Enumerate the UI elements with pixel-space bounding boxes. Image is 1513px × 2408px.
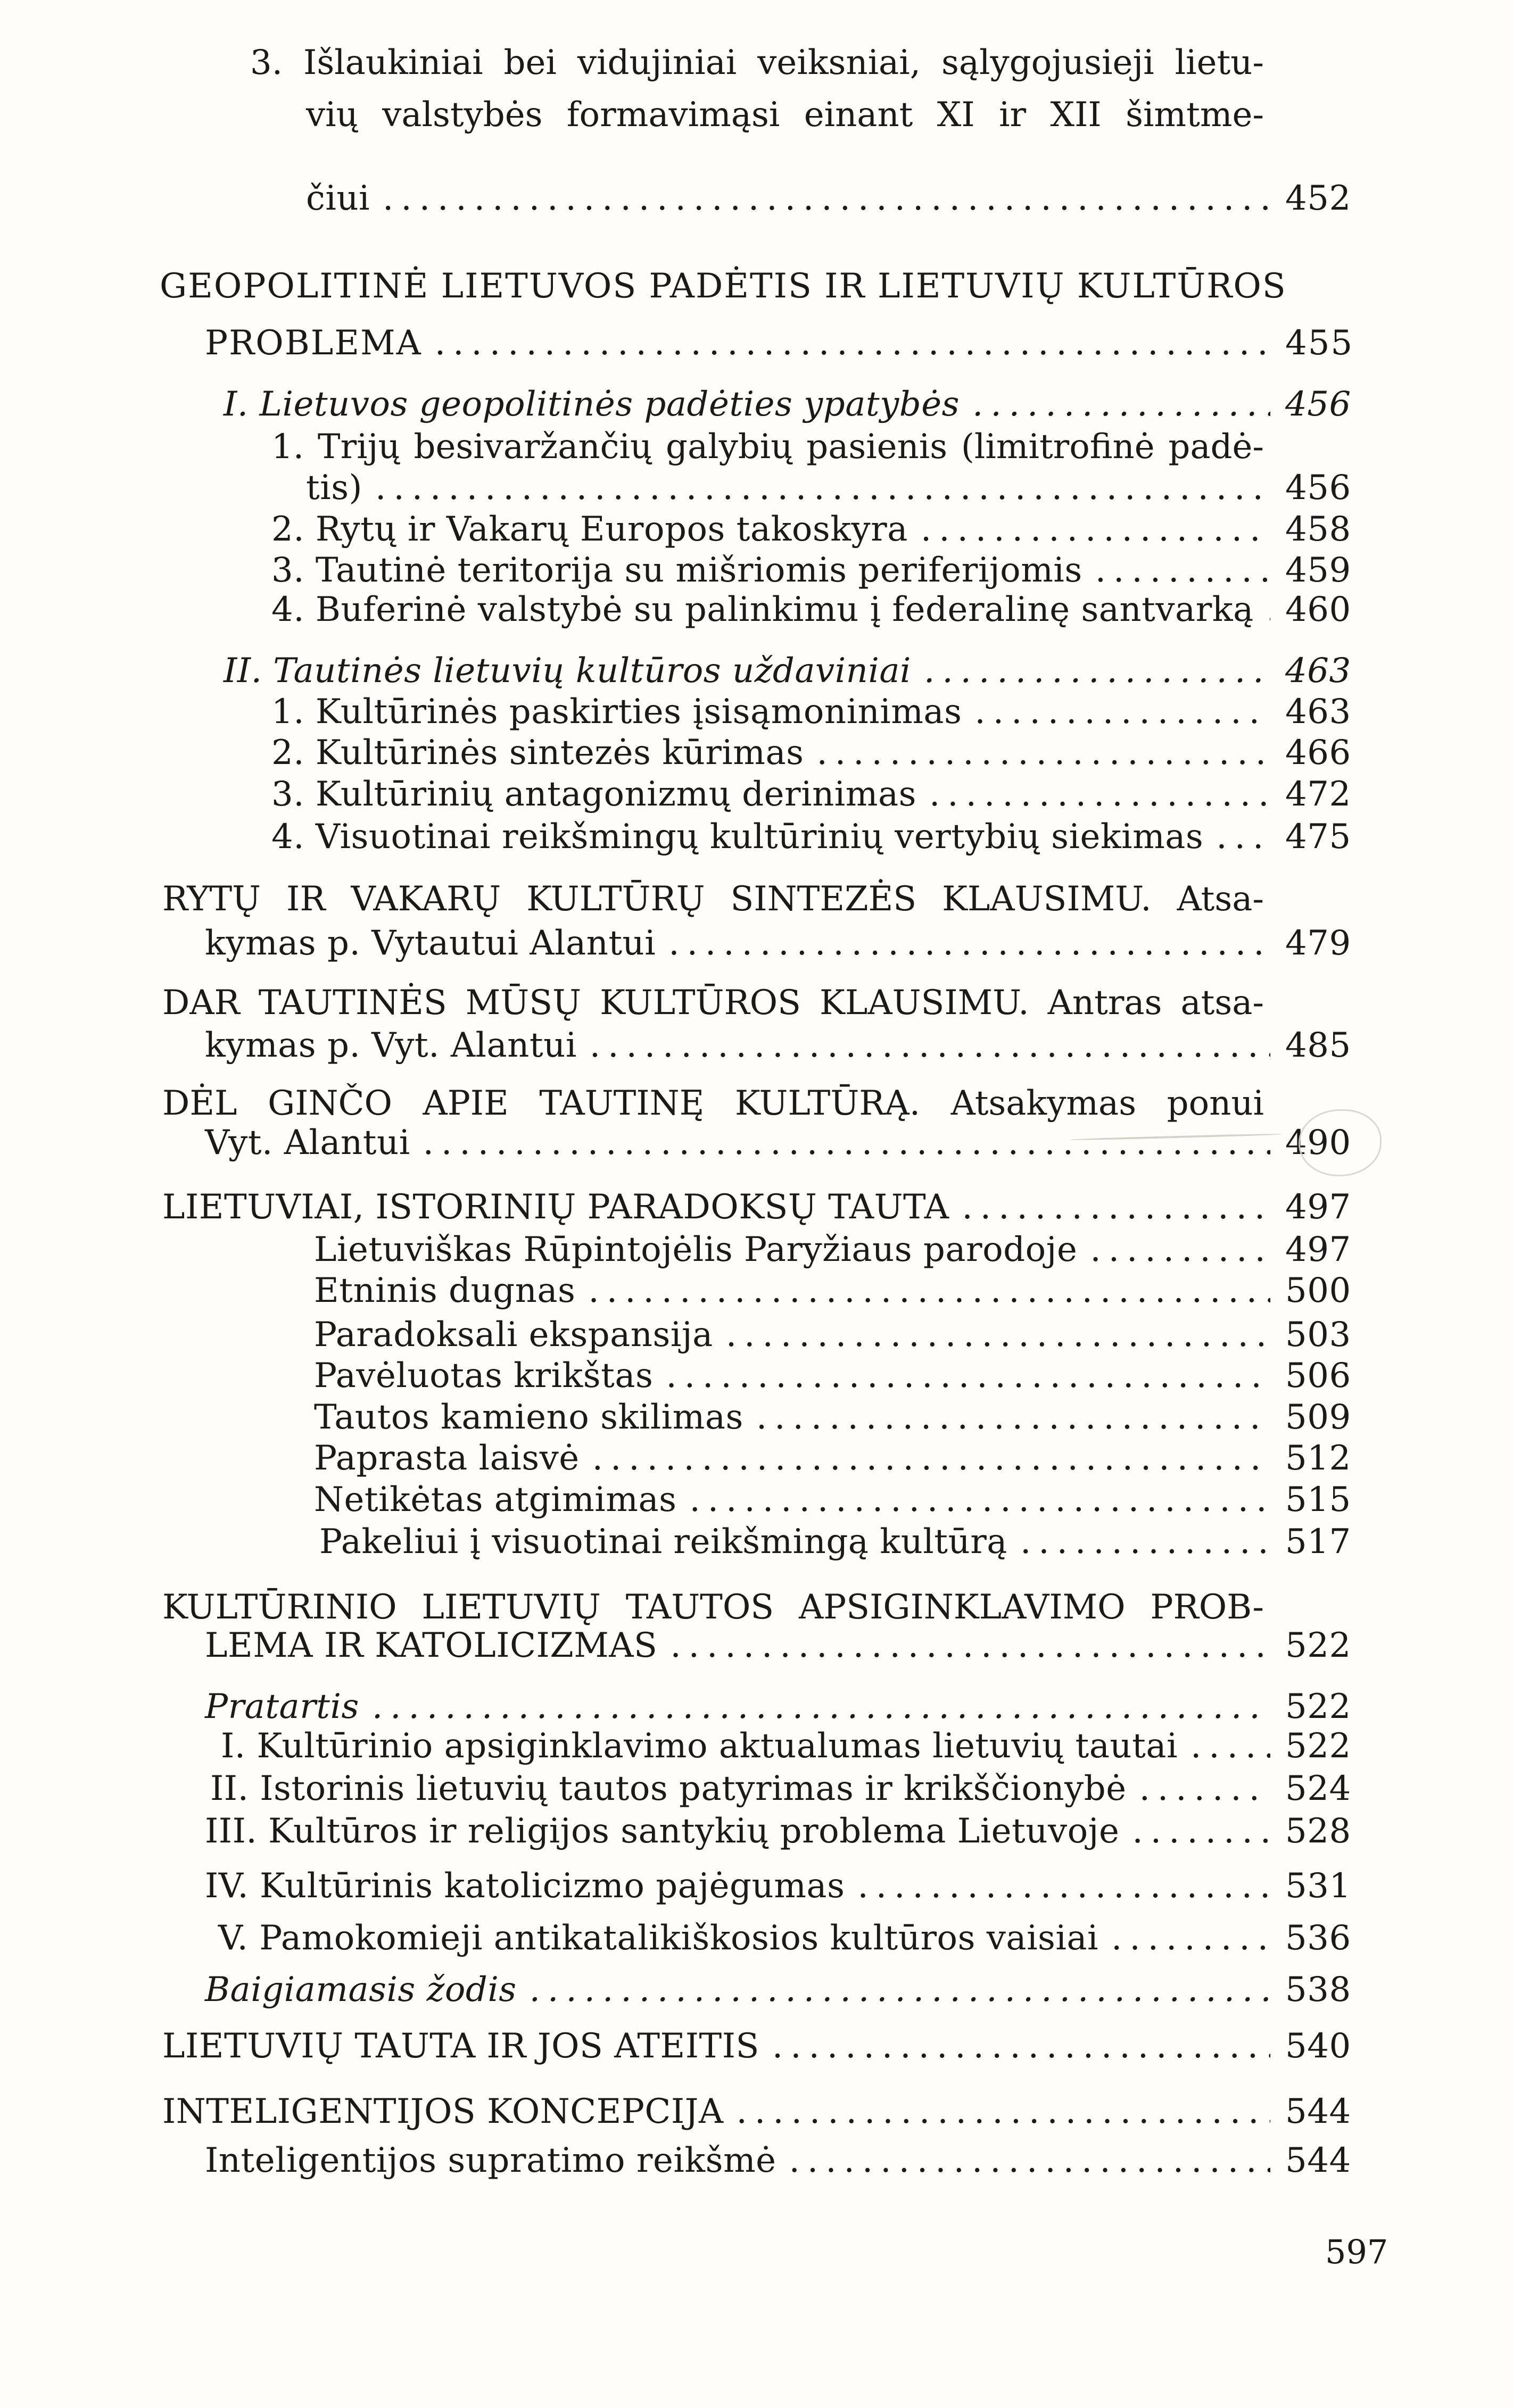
entry-text: Paprasta laisvė xyxy=(314,1439,580,1478)
toc-entry[interactable] xyxy=(306,178,1352,219)
dot-leader xyxy=(383,178,1270,219)
page-number: 503 xyxy=(1285,1315,1351,1355)
toc-entry[interactable] xyxy=(271,817,1352,857)
section-title: kymas p. Vyt. Alantui xyxy=(205,1026,577,1065)
toc-entry[interactable] xyxy=(319,1522,1352,1562)
section-title: kymas p. Vytautui Alantui xyxy=(205,924,656,963)
page-number: 479 xyxy=(1285,924,1351,963)
toc-entry[interactable] xyxy=(314,1271,1352,1311)
section-heading-line xyxy=(162,879,1264,919)
page-number: 458 xyxy=(1285,510,1351,549)
toc-entry-line xyxy=(306,95,1264,135)
entry-text: V. Pamokomieji antikatalikiškosios kultūros vaisiai xyxy=(218,1919,1098,1958)
toc-entry[interactable] xyxy=(271,550,1352,591)
page-number: 452 xyxy=(1285,179,1351,218)
dot-leader xyxy=(772,2026,1270,2066)
dot-leader xyxy=(756,1397,1270,1438)
toc-entry[interactable] xyxy=(271,692,1352,732)
toc-entry[interactable] xyxy=(314,1438,1352,1479)
page-number: 497 xyxy=(1285,1230,1351,1269)
page-number: 528 xyxy=(1285,1812,1351,1851)
entry-text: Baigiamasis žodis xyxy=(205,1970,517,2010)
page-number: 544 xyxy=(1285,2141,1351,2180)
entry-text: čiui xyxy=(306,179,370,218)
section-title: KULTŪRINIO LIETUVIŲ TAUTOS APSIGINKLAVIMO PROB- xyxy=(162,1588,1264,1627)
dot-leader xyxy=(1216,817,1270,857)
page-number: 466 xyxy=(1285,733,1351,773)
dot-leader xyxy=(921,509,1270,550)
page-number: 463 xyxy=(1285,692,1351,732)
toc-entry[interactable] xyxy=(205,1687,1352,1727)
section-heading[interactable] xyxy=(205,1123,1352,1163)
page-number: 463 xyxy=(1285,651,1351,691)
dot-leader xyxy=(375,468,1270,508)
dot-leader xyxy=(1267,589,1270,630)
dot-leader xyxy=(689,1480,1270,1520)
entry-text: Etninis dugnas xyxy=(314,1271,576,1310)
toc-entry[interactable] xyxy=(271,509,1352,550)
dot-leader xyxy=(530,1970,1270,2010)
page-number: 472 xyxy=(1285,775,1351,814)
toc-entry[interactable] xyxy=(205,1811,1352,1851)
toc-entry[interactable] xyxy=(210,1768,1352,1809)
entry-text: III. Kultūros ir religijos santykių problema Lietuvoje xyxy=(205,1812,1120,1851)
dot-leader xyxy=(857,1866,1270,1906)
toc-entry[interactable] xyxy=(271,774,1352,815)
page-number: 509 xyxy=(1285,1398,1351,1437)
page-number: 497 xyxy=(1285,1188,1351,1227)
dot-leader xyxy=(670,1625,1270,1666)
page-number: 536 xyxy=(1285,1919,1351,1958)
entry-text: Tautos kamieno skilimas xyxy=(314,1398,743,1437)
page-number: 544 xyxy=(1285,2092,1351,2131)
entry-text: 3. Išlaukiniai bei vidujiniai veiksniai, sąlygojusieji lietu- xyxy=(250,43,1264,82)
toc-entry[interactable] xyxy=(306,468,1352,508)
toc-entry[interactable] xyxy=(314,1315,1352,1355)
dot-leader xyxy=(668,923,1270,964)
toc-entry[interactable] xyxy=(271,589,1352,630)
dot-leader xyxy=(726,1315,1270,1355)
section-heading[interactable] xyxy=(162,2091,1352,2132)
entry-text: 1. Kultūrinės paskirties įsisąmoninimas xyxy=(271,692,962,732)
entry-text: I. Kultūrinio apsiginklavimo aktualumas lietuvių tautai xyxy=(221,1726,1178,1766)
entry-text: Inteligentijos supratimo reikšmė xyxy=(205,2141,776,2180)
toc-entry[interactable] xyxy=(314,1397,1352,1438)
dot-leader xyxy=(1190,1726,1270,1766)
page-number: 475 xyxy=(1285,817,1351,857)
toc-entry[interactable] xyxy=(221,1726,1352,1766)
section-title: DĖL GINČO APIE TAUTINĘ KULTŪRĄ. Atsakymas ponui xyxy=(162,1084,1264,1123)
entry-text: Paradoksali ekspansija xyxy=(314,1315,713,1355)
dot-leader xyxy=(929,774,1270,815)
section-heading[interactable] xyxy=(205,1025,1352,1066)
page-number: 517 xyxy=(1285,1522,1351,1562)
dot-leader xyxy=(423,1123,1270,1163)
pencil-circle-annotation xyxy=(1299,1109,1382,1176)
toc-entry[interactable] xyxy=(205,1866,1352,1906)
section-heading-line xyxy=(162,1587,1264,1628)
page-number: 515 xyxy=(1285,1480,1351,1519)
entry-text: 3. Tautinė teritorija su mišriomis periferijomis xyxy=(271,551,1082,590)
subsection-title: II. Tautinės lietuvių kultūros uždaviniai xyxy=(224,651,911,691)
dot-leader xyxy=(666,1356,1270,1396)
entry-text: Pavėluotas krikštas xyxy=(314,1356,654,1396)
entry-text: 2. Rytų ir Vakarų Europos takoskyra xyxy=(271,510,908,549)
dot-leader xyxy=(590,1025,1270,1066)
section-title: INTELIGENTIJOS KONCEPCIJA xyxy=(162,2092,724,2131)
entry-text: II. Istorinis lietuvių tautos patyrimas ir krikščionybė xyxy=(210,1769,1127,1808)
toc-entry-line xyxy=(250,43,1264,83)
dot-leader xyxy=(1095,550,1270,591)
dot-leader xyxy=(1090,1230,1270,1270)
dot-leader xyxy=(588,1271,1270,1311)
section-heading[interactable] xyxy=(162,2026,1352,2066)
toc-entry[interactable] xyxy=(271,733,1352,773)
section-title: LEMA IR KATOLICIZMAS xyxy=(205,1626,658,1665)
page-number: 512 xyxy=(1285,1439,1351,1478)
page-number: 459 xyxy=(1285,551,1351,590)
toc-entry[interactable] xyxy=(314,1480,1352,1520)
page-number: 531 xyxy=(1285,1866,1351,1906)
dot-leader xyxy=(1132,1811,1270,1851)
subsection-heading[interactable] xyxy=(224,384,1352,425)
toc-entry-line xyxy=(271,427,1264,467)
page-number: 490 xyxy=(1285,1123,1351,1163)
toc-entry[interactable] xyxy=(218,1918,1352,1958)
entry-text: 2. Kultūrinės sintezės kūrimas xyxy=(271,733,804,773)
section-heading[interactable] xyxy=(162,1187,1352,1227)
dot-leader xyxy=(972,384,1270,425)
toc-entry[interactable] xyxy=(314,1356,1352,1396)
entry-text: Lietuviškas Rūpintojėlis Paryžiaus parodoje xyxy=(314,1230,1078,1269)
dot-leader xyxy=(1111,1918,1270,1958)
dot-leader xyxy=(1139,1768,1270,1809)
page-number: 456 xyxy=(1285,468,1351,508)
subsection-title: I. Lietuvos geopolitinės padėties ypatybės xyxy=(224,385,960,424)
entry-text: 3. Kultūrinių antagonizmų derinimas xyxy=(271,775,916,814)
dot-leader xyxy=(962,1187,1270,1227)
entry-text: Netikėtas atgimimas xyxy=(314,1480,677,1519)
page-number: 485 xyxy=(1285,1026,1351,1065)
entry-text: vių valstybės formavimąsi einant XI ir XII šimtme- xyxy=(306,95,1264,135)
section-heading[interactable] xyxy=(205,323,1352,363)
toc-entry[interactable] xyxy=(314,1230,1352,1270)
page-number: 522 xyxy=(1285,1687,1351,1726)
dot-leader xyxy=(974,692,1270,732)
dot-leader xyxy=(816,733,1270,773)
entry-text: tis) xyxy=(306,468,362,508)
page-number: 522 xyxy=(1285,1726,1351,1766)
section-heading-line xyxy=(162,1083,1264,1124)
page-number: 540 xyxy=(1285,2027,1351,2066)
dot-leader xyxy=(372,1687,1270,1727)
page-number: 522 xyxy=(1285,1626,1351,1665)
entry-text: 4. Visuotinai reikšmingų kultūrinių vertybių siekimas xyxy=(271,817,1204,857)
toc-entry[interactable] xyxy=(205,2140,1352,2181)
dot-leader xyxy=(924,651,1270,691)
section-title: RYTŲ IR VAKARŲ KULTŪRŲ SINTEZĖS KLAUSIMU. Atsa- xyxy=(162,879,1264,919)
page-number: 455 xyxy=(1285,323,1354,363)
page-number: 538 xyxy=(1285,1970,1351,2010)
page-number: 456 xyxy=(1285,385,1351,424)
page-folio: 597 xyxy=(1325,2232,1388,2271)
section-heading[interactable] xyxy=(205,1625,1352,1666)
section-heading-line xyxy=(162,983,1264,1023)
section-title: PROBLEMA xyxy=(205,323,422,363)
dot-leader xyxy=(435,323,1270,363)
toc-entry[interactable] xyxy=(205,1970,1352,2010)
section-title: DAR TAUTINĖS MŪSŲ KULTŪROS KLAUSIMU. Antras atsa- xyxy=(162,983,1264,1023)
section-title: LIETUVIAI, ISTORINIŲ PARADOKSŲ TAUTA xyxy=(162,1188,949,1227)
section-title: LIETUVIŲ TAUTA IR JOS ATEITIS xyxy=(162,2027,759,2066)
page-number: 524 xyxy=(1285,1769,1351,1808)
page-number: 460 xyxy=(1285,590,1351,629)
page-number: 500 xyxy=(1285,1271,1351,1310)
dot-leader xyxy=(592,1438,1270,1479)
entry-text: 1. Trijų besivaržančių galybių pasienis (limitrofinė padė- xyxy=(271,427,1264,467)
section-title: GEOPOLITINĖ LIETUVOS PADĖTIS IR LIETUVIŲ KULTŪROS xyxy=(160,267,1287,306)
dot-leader xyxy=(789,2140,1271,2181)
entry-text: Pakeliui į visuotinai reikšmingą kultūrą xyxy=(319,1522,1007,1562)
section-heading[interactable] xyxy=(205,923,1352,964)
section-heading-line xyxy=(160,266,1287,306)
entry-text: IV. Kultūrinis katolicizmo pajėgumas xyxy=(205,1866,845,1906)
entry-text: Pratartis xyxy=(205,1687,359,1726)
dot-leader xyxy=(1020,1522,1270,1562)
subsection-heading[interactable] xyxy=(224,651,1352,691)
page-number: 506 xyxy=(1285,1356,1351,1396)
section-title: Vyt. Alantui xyxy=(205,1123,410,1163)
dot-leader xyxy=(737,2091,1270,2132)
entry-text: 4. Buferinė valstybė su palinkimu į federalinę santvarką xyxy=(271,590,1254,629)
